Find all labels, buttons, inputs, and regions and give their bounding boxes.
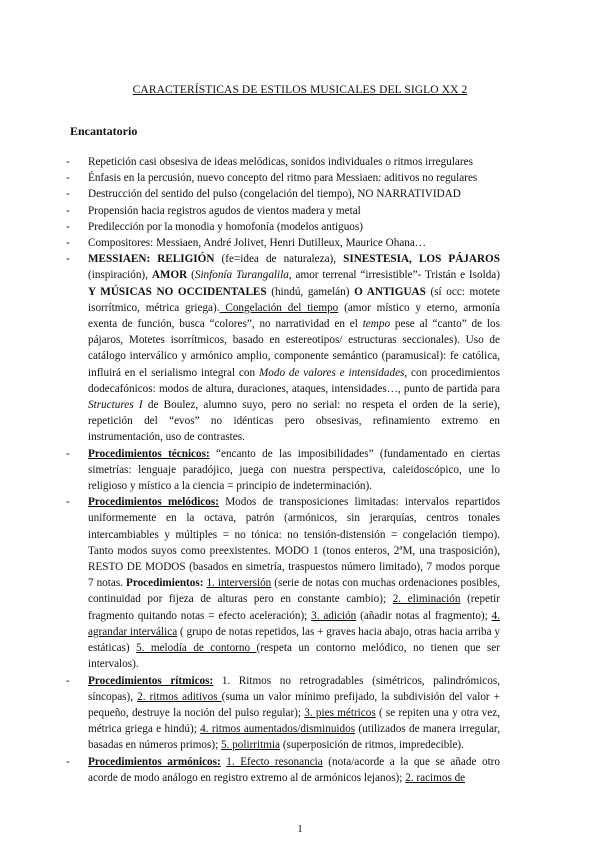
- bullet-dash: -: [66, 237, 70, 250]
- bullet-dash: -: [66, 447, 70, 460]
- page-number: 1: [297, 823, 303, 835]
- bullet-dash: -: [66, 204, 70, 217]
- bullet-dash: -: [66, 156, 70, 168]
- bullet-dash: -: [66, 674, 70, 687]
- list-item-armonicos: - Procedimientos armónicos: 1. Efecto resonancia (nota/acorde a la que se añade otro acorde de modo análogo en registro extremo al de armónicos lejanos); 2. racimos de: [66, 755, 501, 784]
- list-item: - Destrucción del sentido del pulso (congelación del tiempo), NO NARRATIVIDAD: [66, 186, 500, 202]
- list-item-melodicos: - Procedimientos melódicos: Modos de transposiciones limitadas: intervalos repartidos uniformemente en la octava, patrón (armónicos, sin jerarquías, centros tonales intercambiables y múltiples = no tónica: no tensión-distensión = congelación tiempo). Tanto modos suyos como preexistentes. MODO 1 (tonos enteros, 2ªM, una trasposición), RESTO DE MODOS (basados en simetría, traspuestos número limitado), 7 modos porque 7 notas. Procedimientos: 1. interversión (serie de notas con muchas ordenaciones posibles, continuidad por fijeza de alturas pero en constante cambio); 2. eliminación (repetir fragmento quitando notas = efecto aceleración); 3. adición (añadir notas al fragmento); 4. agrandar interválica ( grupo de notas repetidos, las + graves hacia abajo, otras hacia arriba y estáticas) 5. melodía de contorno (respeta un contorno melódico, no tienen que ser intervalos).: [66, 496, 501, 671]
- list-item-messiaen: - MESSIAEN: RELIGIÓN (fe=idea de naturaleza), SINESTESIA, LOS PÁJAROS (inspiración), AMOR (Sinfonía Turangalila, amor terrenal “irresistible”- Tristán e Isolda) Y MÚSICAS NO OCCIDENTALES (hindú, gamelán) O ANTIGUAS (sí occ: motete isorrítmico, métrica griega). Congelación del tiempo (amor místico y eterno, armonía exenta de función, busca “colores”, no narratividad en el tempo pese al “canto” de los pájaros, Motetes isorrítmicos, basado en estereotipos/ estructuras seccionales). Uso de catálogo interválico y armónico amplio, componente semántico (paramusical): fe católica, influirá en el serialismo integral con Modo de valores e intensidades, con procedimientos dodecafónicos: modos de altura, duraciones, ataques, intensidades…, punto de partida para Structures I de Boulez, alumno suyo, pero no serial: no respeta el orden de la serie), repetición del “evos” no idénticas pero obsesivas, refinamiento extremo en instrumentación, uso de contrastes.: [66, 253, 501, 444]
- list-item-tecnicos: - Procedimientos técnicos: “encanto de las imposibilidades” (fundamentado en ciertas simetrías: lenguaje paradójico, juega con nuestra perspectiva, caleidoscópico, une lo religioso y místico a la ciencia = principio de indeterminación).: [66, 447, 500, 493]
- document-title: CARACTERÍSTICAS DE ESTILOS MUSICALES DEL SIGLO XX 2: [132, 84, 468, 96]
- section-heading: Encantatorio: [70, 124, 138, 138]
- list-item: - Énfasis en la percusión, nuevo concepto del ritmo para Messiaen: aditivos no regulares: [66, 170, 500, 186]
- list-item: - Propensión hacia registros agudos de vientos madera y metal: [66, 203, 500, 219]
- bullet-list: [66, 154, 500, 786]
- list-item: - Predilección por la monodia y homofonía (modelos antiguos): [66, 219, 500, 235]
- bullet-dash: -: [66, 253, 70, 266]
- list-item-ritmicos: - Procedimientos rítmicos: 1. Ritmos no retrogradables (simétricos, palindrómicos, síncopas), 2. ritmos aditivos (suma un valor mínimo prefijado, la subdivisión del valor + pequeño, destruye la noción del pulso regular); 3. pies métricos ( se repiten una y otra vez, métrica griega e hindú); 4. ritmos aumentados/disminuidos (utilizados de manera irregular, basadas en números primos); 5. polirritmia (superposición de ritmos, impredecible).: [66, 674, 501, 752]
- bullet-dash: -: [66, 755, 70, 768]
- bullet-dash: -: [66, 172, 70, 185]
- list-item: - Compositores: Messiaen, André Jolivet, Henri Dutilleux, Maurice Ohana…: [66, 235, 500, 251]
- list-item: - Repetición casi obsesiva de ideas melódicas, sonidos individuales o ritmos irregulares: [66, 154, 500, 170]
- bullet-dash: -: [66, 496, 70, 509]
- bullet-dash: -: [66, 220, 70, 233]
- bullet-dash: -: [66, 188, 70, 201]
